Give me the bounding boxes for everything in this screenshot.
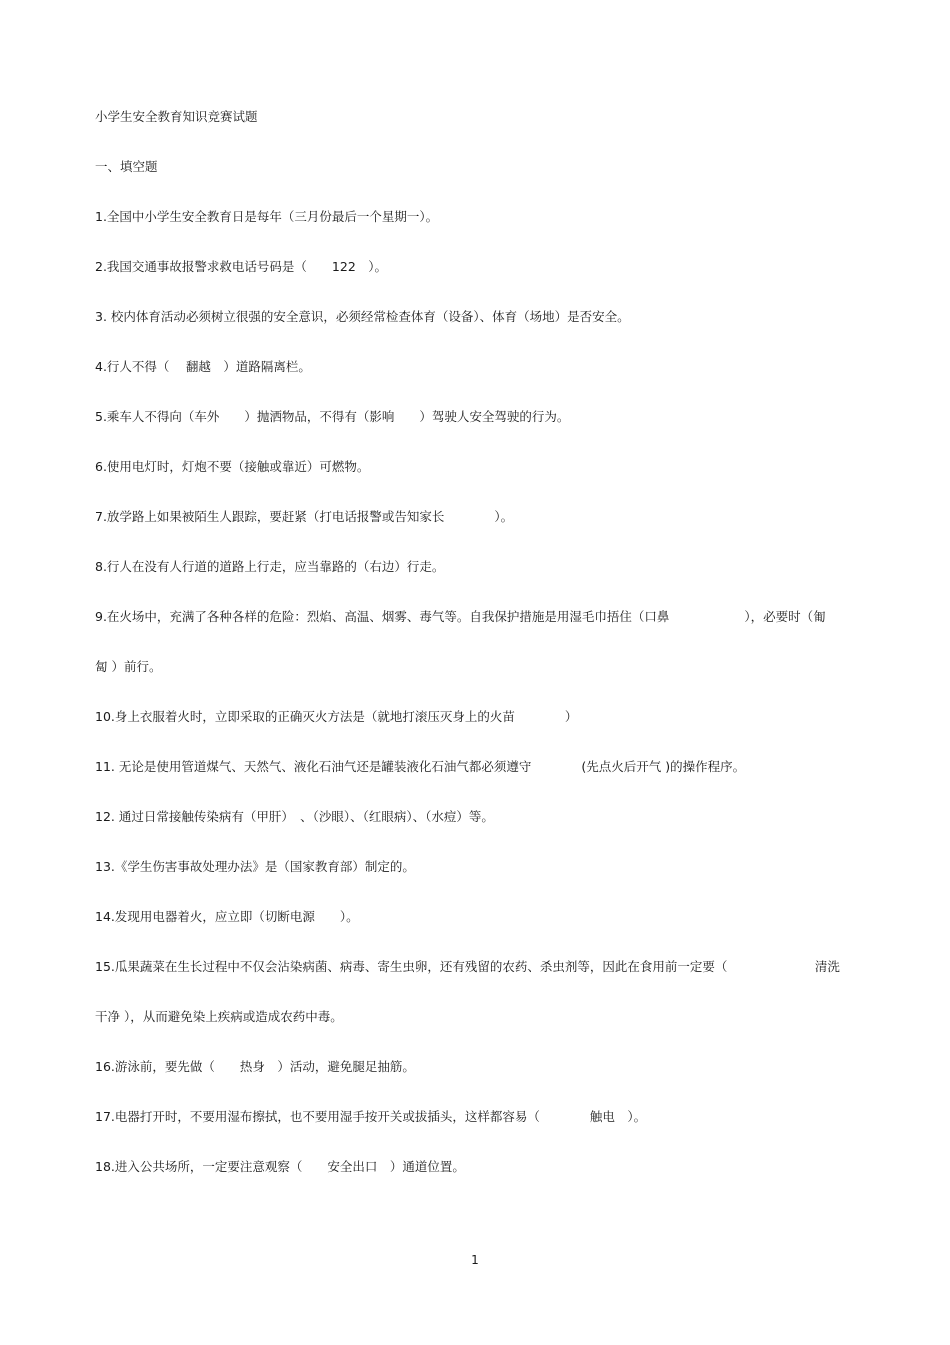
question-line: 14.发现用电器着火，应立即（切断电源 ）。 (95, 909, 359, 924)
question-line: 1.全国中小学生安全教育日是每年（三月份最后一个星期一）。 (95, 209, 439, 224)
question-line-continuation: 匐 ）前行。 (95, 659, 162, 674)
question-line: 10.身上衣服着火时，立即采取的正确灭火方法是（就地打滚压灭身上的火苗 ） (95, 709, 578, 724)
question-line: 6.使用电灯时，灯炮不要（接触或靠近）可燃物。 (95, 459, 370, 474)
question-line: 16.游泳前，要先做（ 热身 ）活动，避免腿足抽筋。 (95, 1059, 415, 1074)
question-line-continuation: 干净 ），从而避免染上疾病或造成农药中毒。 (95, 1009, 343, 1024)
question-line: 2.我国交通事故报警求救电话号码是（ 122 ）。 (95, 259, 388, 274)
document-title: 小学生安全教育知识竞赛试题 (95, 109, 258, 124)
question-line: 17.电器打开时，不要用湿布擦拭，也不要用湿手按开关或拔插头，这样都容易（ 触电 ）。 (95, 1109, 647, 1124)
question-line: 9.在火场中，充满了各种各样的危险：烈焰、高温、烟雾、毒气等。自我保护措施是用湿毛巾捂住（口鼻 ），必要时（匍 (95, 609, 826, 624)
question-line: 7.放学路上如果被陌生人跟踪，要赶紧（打电话报警或告知家长 ）。 (95, 509, 514, 524)
question-line: 15.瓜果蔬菜在生长过程中不仅会沾染病菌、病毒、寄生虫卵，还有残留的农药、杀虫剂等，因此在食用前一定要（ 清洗 (95, 959, 840, 974)
question-line: 12. 通过日常接触传染病有（甲肝） 、（沙眼）、（红眼病）、（水痘）等。 (95, 809, 494, 824)
question-line: 3. 校内体育活动必须树立很强的安全意识，必须经常检查体育（设备）、体育（场地）是否安全。 (95, 309, 630, 324)
question-line: 4.行人不得（ 翻越 ）道路隔离栏。 (95, 359, 311, 374)
page-number: 1 (471, 1253, 479, 1267)
question-line: 18.进入公共场所，一定要注意观察（ 安全出口 ）通道位置。 (95, 1159, 465, 1174)
question-line: 13.《学生伤害事故处理办法》是（国家教育部）制定的。 (95, 859, 415, 874)
question-line: 8.行人在没有人行道的道路上行走，应当靠路的（右边）行走。 (95, 559, 445, 574)
question-line: 11. 无论是使用管道煤气、天然气、液化石油气还是罐装液化石油气都必须遵守 (先点火后开气 )的操作程序。 (95, 759, 746, 774)
section-heading: 一、填空题 (95, 159, 158, 174)
question-line: 5.乘车人不得向（车外 ）抛洒物品，不得有（影响 ）驾驶人安全驾驶的行为。 (95, 409, 570, 424)
